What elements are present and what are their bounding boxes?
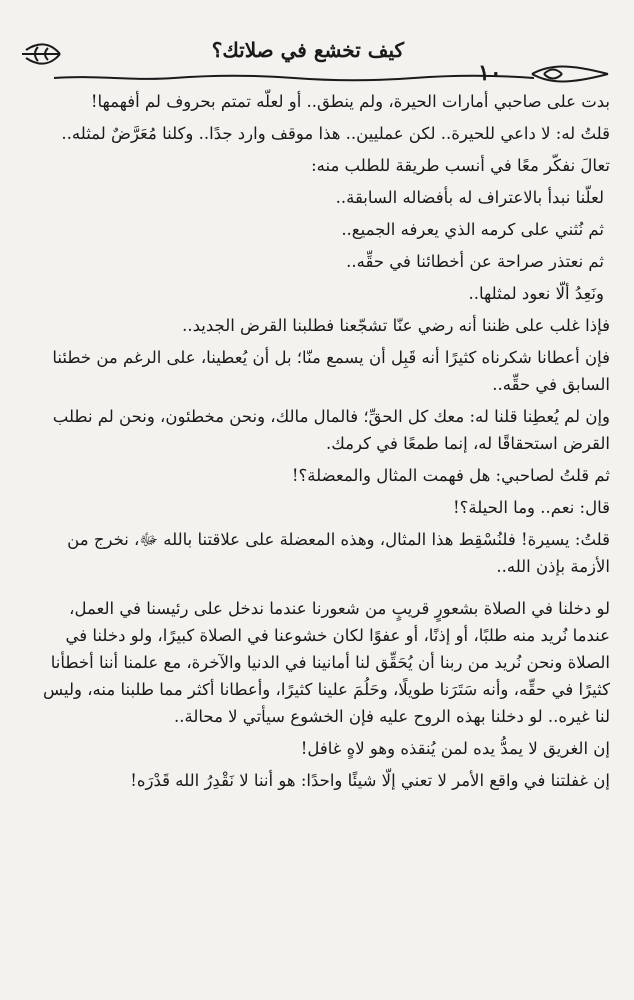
paragraph: لو دخلنا في الصلاة بشعورٍ قريبٍ من شعورنا عندما ندخل على رئيسنا في العمل، عندما نُريد منه طلبًا، أو إذنًا، أو عفوًا لكان خشوعنا في الصلاة كبيرًا، ولو دخلنا في الصلاة ونحن نُريد من ربنا أن يُحَقِّق لنا أمانينا في الدنيا والآخرة، مع علمنا أننا أخطأنا كثيرًا في حقِّه، وأنه سَتَرَنا طويلًا، وحَلُمَ علينا كثيرًا، وأعطانا أكثر مما طلبنا منه، وليس لنا غيره.. لو دخلنا بهذه الروح عليه فإن الخشوع سيأتي لا محالة.. <box>42 599 610 726</box>
paragraph: إن الغريق لا يمدُّ يده لمن يُنقذه وهو لاهٍ غافل! <box>300 739 610 758</box>
floral-ornament-icon <box>530 62 610 86</box>
paragraph: إن غفلتنا في واقع الأمر لا تعني إلّا شيئًا واحدًا: هو أننا لا نَقْدِرُ الله قَدْرَه! <box>130 771 610 790</box>
floral-ornament-icon <box>20 38 64 70</box>
paragraph: وإن لم يُعطِنا قلنا له: معك كل الحقِّ؛ فالمال مالك، ونحن مخطئون، ونحن لم نطلب القرض استحقاقًا له، إنما طمعًا في كرمك. <box>52 407 610 453</box>
paragraph: قلتُ له: لا داعي للحيرة.. لكن عمليين.. هذا موقف وارد جدًا.. وكلنا مُعَرَّضٌ لمثله.. <box>61 124 610 143</box>
page-number: ١٠ <box>478 60 502 86</box>
paragraph: قلتُ: يسيرة! فلنُسْقِط هذا المثال، وهذه المعضلة على علاقتنا بالله ﷻ، نخرج من الأزمة بإذن الله.. <box>67 530 610 576</box>
paragraph: ونَعِدُ ألّا نعود لمثلها.. <box>468 284 604 303</box>
page-header <box>0 0 634 100</box>
paragraph: فإذا غلب على ظننا أنه رضي عنّا تشجّعنا فطلبنا القرض الجديد.. <box>182 316 610 335</box>
paragraph: لعلّنا نبدأ بالاعتراف له بأفضاله السابقة.. <box>335 188 604 207</box>
paragraph: ثم نُثني على كرمه الذي يعرفه الجميع.. <box>341 220 604 239</box>
paragraph: بدت على صاحبي أمارات الحيرة، ولم ينطق.. أو لعلّه تمتم بحروف لم أفهمها! <box>90 92 610 111</box>
spacer <box>28 585 610 595</box>
page-body <box>28 88 610 799</box>
paragraph: ثم نعتذر صراحة عن أخطائنا في حقِّه.. <box>346 252 604 271</box>
paragraph: قال: نعم.. وما الحيلة؟! <box>453 498 610 517</box>
paragraph: ثم قلتُ لصاحبي: هل فهمت المثال والمعضلة؟! <box>291 466 610 485</box>
paragraph: فإن أعطانا شكرناه كثيرًا أنه قَبِل أن يسمع منّا؛ بل أن يُعطينا، على الرغم من خطئنا السابق في حقِّه.. <box>52 348 610 394</box>
running-title: كيف تخشع في صلاتك؟ <box>211 38 404 62</box>
paragraph: تعالَ نفكّر معًا في أنسب طريقة للطلب منه: <box>311 156 610 175</box>
header-rule <box>54 74 534 82</box>
